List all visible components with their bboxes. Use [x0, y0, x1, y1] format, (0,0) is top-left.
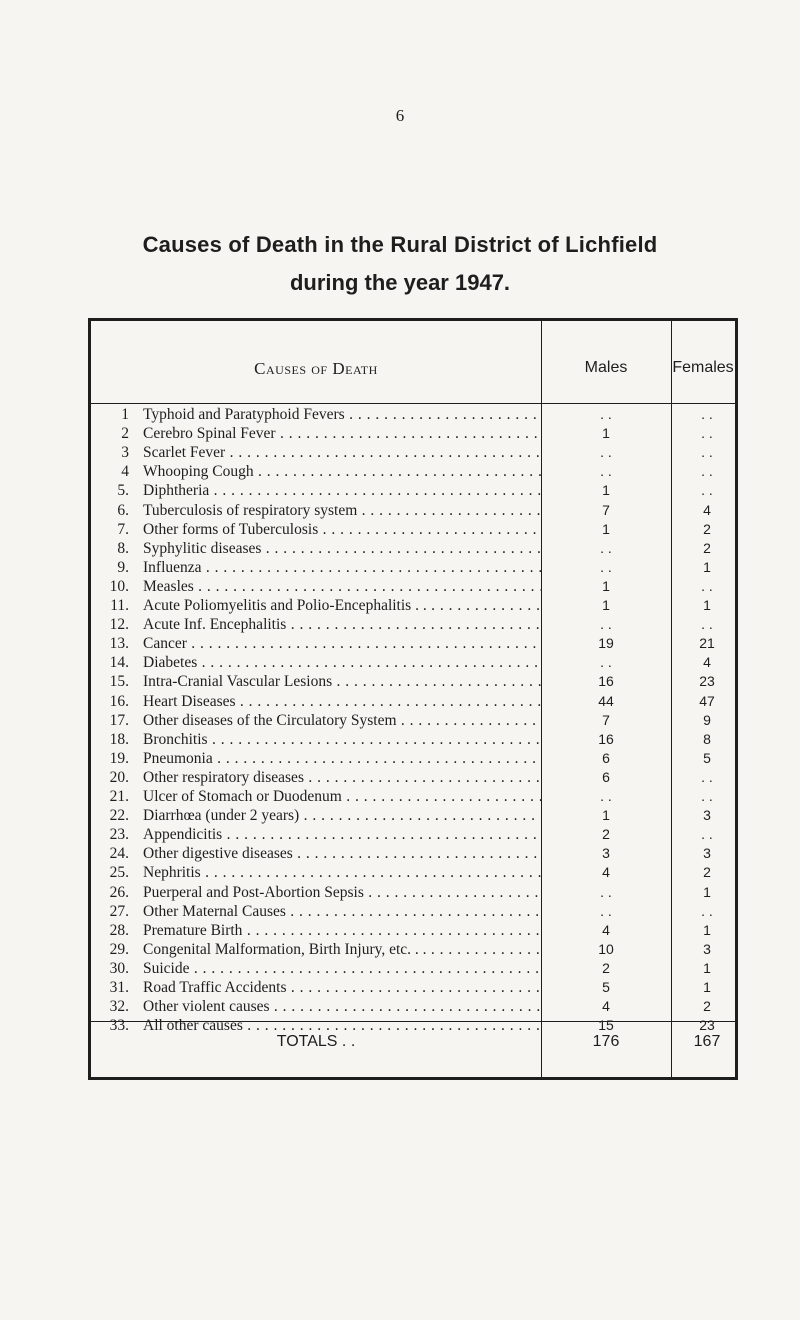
row-number: 22. — [109, 807, 129, 825]
males-cell: 2 — [602, 826, 610, 843]
cause-cell: Cerebro Spinal Fever . . . — [143, 424, 541, 443]
males-cell: 10 — [598, 940, 614, 957]
table-row — [91, 883, 735, 902]
females-cell: 3 — [703, 940, 711, 957]
females-cell: 1 — [703, 979, 711, 995]
females-cell: . . — [701, 788, 713, 804]
table-row — [91, 940, 735, 959]
row-number: 1 — [121, 406, 129, 423]
females-cell: . . — [701, 902, 713, 919]
males-cell: . . — [600, 539, 612, 556]
females-cell: 9 — [703, 711, 711, 728]
females-cell: 21 — [699, 635, 715, 652]
table-row — [91, 520, 735, 539]
table-row — [91, 634, 735, 653]
table-row — [91, 596, 735, 615]
males-cell: 7 — [602, 711, 610, 728]
males-cell: 1 — [602, 425, 610, 442]
row-number: 24. — [109, 845, 129, 863]
page-number: 6 — [395, 106, 405, 125]
row-number: 29. — [109, 940, 129, 958]
cause-cell: Nephritis . . . — [143, 863, 541, 882]
females-cell: 23 — [699, 673, 715, 690]
cause-cell: Whooping Cough . . . — [143, 462, 541, 481]
cause-cell: Syphylitic diseases . . . — [143, 539, 541, 558]
table-row — [91, 863, 735, 882]
row-number: 23. — [109, 826, 129, 844]
cause-cell: Premature Birth . . . — [143, 921, 541, 940]
table-row — [91, 921, 735, 940]
causes-of-death-table — [88, 318, 738, 1080]
males-cell: . . — [600, 902, 612, 919]
males-cell: 3 — [602, 845, 610, 862]
females-cell: 1 — [703, 959, 711, 976]
cause-cell: Diabetes . . . — [143, 653, 541, 672]
males-cell: 4 — [602, 921, 610, 938]
table-row — [91, 825, 735, 844]
females-cell: 4 — [703, 654, 711, 671]
row-number: 32. — [109, 998, 129, 1016]
males-cell: 44 — [598, 692, 614, 709]
table-row — [91, 711, 735, 730]
females-cell: 4 — [703, 501, 711, 518]
cause-cell: Suicide . . . — [143, 959, 541, 978]
females-cell: . . — [701, 425, 713, 442]
row-number: 12. — [109, 616, 129, 634]
males-cell: . . — [600, 788, 612, 804]
males-cell: 7 — [602, 501, 610, 518]
row-number: 27. — [109, 902, 129, 920]
header-females: Females — [672, 359, 734, 376]
females-cell: 2 — [703, 539, 711, 556]
table-row — [91, 997, 735, 1016]
cause-cell: Heart Diseases . . . — [143, 692, 541, 711]
females-cell: 1 — [703, 597, 711, 613]
males-cell: 5 — [602, 979, 610, 995]
cause-cell: Road Traffic Accidents . . . — [143, 978, 541, 997]
row-number: 30. — [109, 959, 129, 977]
cause-cell: Other forms of Tuberculosis . . . — [143, 520, 541, 539]
row-number: 16. — [109, 692, 129, 710]
males-cell: . . — [600, 616, 612, 633]
cause-cell: Bronchitis . . . — [143, 730, 541, 749]
table-row — [91, 615, 735, 634]
males-cell: . . — [600, 883, 612, 900]
females-cell: 47 — [699, 692, 715, 709]
table-row — [91, 424, 735, 443]
cause-cell: Scarlet Fever . . . — [143, 443, 541, 462]
females-cell: . . — [701, 577, 713, 594]
males-cell: 1 — [602, 482, 610, 499]
table-row — [91, 959, 735, 978]
males-cell: . . — [600, 654, 612, 671]
row-number: 5. — [117, 482, 129, 500]
header-divider — [91, 403, 735, 404]
row-number: 7. — [117, 520, 129, 538]
males-cell: . . — [600, 558, 612, 575]
row-number: 31. — [109, 979, 129, 996]
males-cell: 16 — [598, 730, 614, 747]
cause-cell: Diphtheria . . . — [143, 481, 541, 500]
females-cell: . . — [701, 826, 713, 843]
table-row — [91, 577, 735, 596]
females-cell: 2 — [703, 998, 711, 1015]
females-cell: . . — [701, 444, 713, 461]
page-subtitle: during the year 1947. — [289, 270, 511, 295]
females-cell: 23 — [699, 1017, 715, 1034]
page-title: Causes of Death in the Rural District of Lichfield — [142, 232, 658, 257]
table-row — [91, 672, 735, 691]
row-number: 10. — [109, 577, 129, 595]
row-number: 28. — [109, 921, 129, 939]
females-cell: 3 — [703, 845, 711, 862]
table-row — [91, 749, 735, 768]
row-number: 21. — [109, 788, 129, 805]
row-number: 25. — [109, 864, 129, 882]
table-row — [91, 844, 735, 863]
males-cell: . . — [600, 406, 612, 422]
header-causes: Causes of Death — [254, 359, 378, 378]
totals-females: 167 — [693, 1033, 721, 1050]
table-row — [91, 730, 735, 749]
males-cell: 1 — [602, 520, 610, 537]
males-cell: 6 — [602, 768, 610, 785]
cause-cell: Appendicitis . . . — [143, 825, 541, 844]
row-number: 3 — [121, 444, 129, 462]
males-cell: 16 — [598, 673, 614, 690]
row-number: 15. — [109, 673, 129, 691]
females-cell: . . — [701, 463, 713, 480]
cause-cell: Acute Inf. Encephalitis . . . — [143, 615, 541, 634]
males-cell: . . — [600, 444, 612, 461]
cause-cell: Congenital Malformation, Birth Injury, etc. . . . . . — [143, 940, 541, 959]
table-row — [91, 405, 735, 424]
males-cell: 2 — [602, 959, 610, 976]
cause-cell: Diarrhœa (under 2 years) . . . — [143, 806, 541, 825]
row-number: 20. — [109, 768, 129, 786]
table-row — [91, 978, 735, 997]
males-cell: 4 — [602, 864, 610, 881]
table-row — [91, 501, 735, 520]
females-cell: . . — [701, 482, 713, 499]
males-cell: 1 — [602, 597, 610, 613]
cause-cell: Other violent causes . . . — [143, 997, 541, 1016]
cause-cell: Cancer . . . — [143, 634, 541, 653]
row-number: 19. — [109, 749, 129, 767]
females-cell: . . — [701, 768, 713, 785]
table-row — [91, 558, 735, 577]
females-cell: 5 — [703, 749, 711, 766]
row-number: 9. — [117, 558, 129, 576]
table-row — [91, 653, 735, 672]
row-number: 33. — [109, 1017, 129, 1035]
females-cell: . . — [701, 406, 713, 422]
row-number: 8. — [117, 539, 129, 557]
females-cell: 2 — [703, 864, 711, 881]
females-cell: 2 — [703, 520, 711, 537]
females-cell: 1 — [703, 921, 711, 938]
cause-cell: Influenza . . . — [143, 558, 541, 577]
cause-cell: Measles . . . — [143, 577, 541, 596]
females-cell: 8 — [703, 730, 711, 747]
males-cell: 1 — [602, 577, 610, 594]
table-row — [91, 481, 735, 500]
males-cell: 15 — [598, 1017, 614, 1034]
females-cell: . . — [701, 616, 713, 633]
cause-cell: Other respiratory diseases . . . — [143, 768, 541, 787]
males-cell: 19 — [598, 635, 614, 652]
table-row — [91, 692, 735, 711]
cause-cell: Ulcer of Stomach or Duodenum . . . — [143, 787, 541, 806]
males-cell: 4 — [602, 998, 610, 1015]
cause-cell: Pneumonia . . . — [143, 749, 541, 768]
males-cell: . . — [600, 463, 612, 480]
cause-cell: Typhoid and Paratyphoid Fevers . . . — [143, 405, 541, 424]
row-number: 6. — [117, 501, 129, 519]
totals-label: TOTALS . . — [276, 1033, 356, 1050]
table-row — [91, 902, 735, 921]
table-row — [91, 443, 735, 462]
cause-cell: Other digestive diseases . . . — [143, 844, 541, 863]
row-number: 26. — [109, 883, 129, 901]
table-row — [91, 806, 735, 825]
row-number: 13. — [109, 635, 129, 653]
row-number: 18. — [109, 730, 129, 748]
row-number: 4 — [121, 463, 129, 481]
totals-row — [91, 1033, 735, 1073]
cause-cell: All other causes . . . — [143, 1016, 541, 1035]
totals-males: 176 — [592, 1033, 620, 1050]
females-cell: 3 — [703, 807, 711, 824]
cause-cell: Acute Poliomyelitis and Polio-Encephalitis . . . . . — [143, 596, 541, 615]
table-row — [91, 787, 735, 806]
row-number: 2 — [121, 425, 129, 443]
males-cell: 1 — [602, 807, 610, 824]
males-cell: 6 — [602, 749, 610, 766]
cause-cell: Tuberculosis of respiratory system . . . — [143, 501, 541, 520]
cause-cell: Other diseases of the Circulatory System . . . — [143, 711, 541, 730]
header-males: Males — [584, 359, 628, 376]
cause-cell: Puerperal and Post-Abortion Sepsis . . . — [143, 883, 541, 902]
table-row — [91, 539, 735, 558]
females-cell: 1 — [703, 883, 711, 900]
row-number: 14. — [109, 654, 129, 672]
row-number: 11. — [110, 597, 129, 614]
row-number: 17. — [109, 711, 129, 729]
table-row — [91, 462, 735, 481]
cause-cell: Intra-Cranial Vascular Lesions . . . — [143, 672, 541, 691]
females-cell: 1 — [703, 558, 711, 575]
cause-cell: Other Maternal Causes . . . — [143, 902, 541, 921]
table-row — [91, 768, 735, 787]
